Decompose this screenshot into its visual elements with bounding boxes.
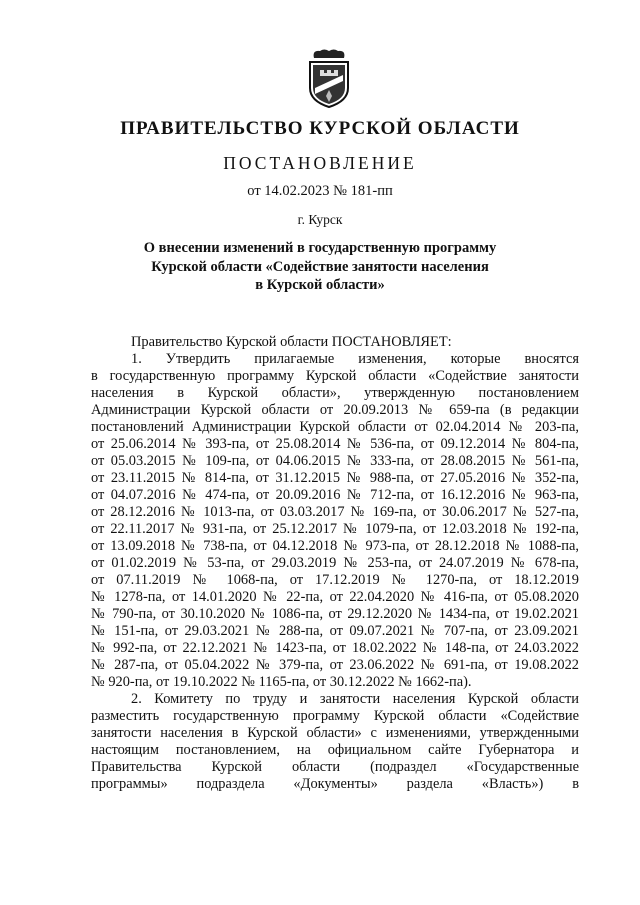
- paragraph-1-line: от 04.07.2016 № 474-па, от 20.09.2016 № 712-па, от 16.12.2016 № 963-па,: [91, 487, 579, 503]
- paragraph-1-line: в государственную программу Курской области «Содействие занятости: [91, 368, 579, 384]
- paragraph-2-line: 2. Комитету по труду и занятости населения Курской области: [131, 691, 579, 707]
- government-name: ПРАВИТЕЛЬСТВО КУРСКОЙ ОБЛАСТИ: [120, 118, 520, 139]
- paragraph-2-line: программы» подраздела «Документы» раздела «Власть») в: [91, 776, 579, 792]
- paragraph-1-line: № 151-па, от 29.03.2021 № 288-па, от 09.07.2021 № 707-па, от 23.09.2021: [91, 623, 579, 639]
- paragraph-1-line: 1. Утвердить прилагаемые изменения, которые вносятся: [131, 351, 579, 367]
- paragraph-1-line: от 13.09.2018 № 738-па, от 04.12.2018 № 973-па, от 28.12.2018 № 1088-па,: [91, 538, 579, 554]
- document-number-date: от 14.02.2023 № 181-пп: [247, 183, 393, 199]
- preamble: Правительство Курской области ПОСТАНОВЛЯЕТ:: [131, 334, 452, 350]
- paragraph-1-line: от 28.12.2016 № 1013-па, от 03.03.2017 № 169-па, от 30.06.2017 № 527-па,: [91, 504, 579, 520]
- paragraph-1-line: от 01.02.2019 № 53-па, от 29.03.2019 № 253-па, от 24.07.2019 № 678-па,: [91, 555, 579, 571]
- document-title-line: в Курской области»: [255, 277, 385, 293]
- paragraph-2-line: разместить государственную программу Курской области «Содействие: [91, 708, 579, 724]
- coat-of-arms-icon: [304, 48, 354, 108]
- paragraph-1-line: Администрации Курской области от 20.09.2013 № 659-па (в редакции: [91, 402, 579, 418]
- paragraph-1-line: от 05.03.2015 № 109-па, от 04.06.2015 № 333-па, от 28.08.2015 № 561-па,: [91, 453, 579, 469]
- paragraph-1-line: от 07.11.2019 № 1068-па, от 17.12.2019 № 1270-па, от 18.12.2019: [91, 572, 579, 588]
- document-title-line: Курской области «Содействие занятости населения: [151, 259, 489, 275]
- paragraph-1-line: № 287-па, от 05.04.2022 № 379-па, от 23.06.2022 № 691-па, от 19.08.2022: [91, 657, 579, 673]
- paragraph-2-line: занятости населения в Курской области» с изменениями, утвержденными: [91, 725, 579, 741]
- paragraph-1-line: от 22.11.2017 № 931-па, от 25.12.2017 № 1079-па, от 12.03.2018 № 192-па,: [91, 521, 579, 537]
- document-city: г. Курск: [297, 212, 343, 227]
- paragraph-1-line: № 1278-па, от 14.01.2020 № 22-па, от 22.04.2020 № 416-па, от 05.08.2020: [91, 589, 579, 605]
- document-title-line: О внесении изменений в государственную программу: [143, 240, 497, 256]
- document-type: ПОСТАНОВЛЕНИЕ: [223, 153, 417, 173]
- paragraph-1-line: от 25.06.2014 № 393-па, от 25.08.2014 № 536-па, от 09.12.2014 № 804-па,: [91, 436, 579, 452]
- paragraph-1-line: постановлений Администрации Курской области от 02.04.2014 № 203-па,: [91, 419, 579, 435]
- paragraph-1-line: населения в Курской области», утвержденную постановлением: [91, 385, 579, 401]
- paragraph-2-line: настоящим постановлением, на официальном сайте Губернатора и: [91, 742, 579, 758]
- paragraph-1-line: № 790-па, от 30.10.2020 № 1086-па, от 29.12.2020 № 1434-па, от 19.02.2021: [91, 606, 579, 622]
- paragraph-1-line: № 920-па, от 19.10.2022 № 1165-па, от 30.12.2022 № 1662-па).: [91, 674, 472, 690]
- paragraph-1-line: от 23.11.2015 № 814-па, от 31.12.2015 № 988-па, от 27.05.2016 № 352-па,: [91, 470, 579, 486]
- paragraph-1-line: № 992-па, от 22.12.2021 № 1423-па, от 18.02.2022 № 148-па, от 24.03.2022: [91, 640, 579, 656]
- paragraph-2-line: Правительства Курской области (подраздел «Государственные: [91, 759, 579, 775]
